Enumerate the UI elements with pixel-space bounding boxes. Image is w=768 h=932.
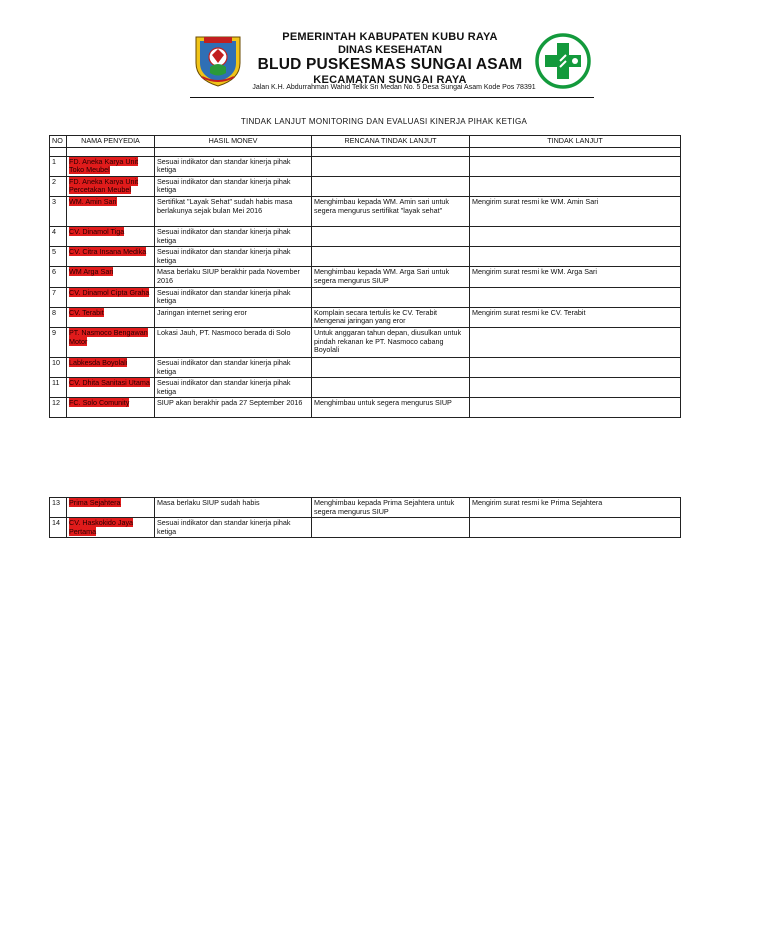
cell-hasil: Sesuai indikator dan standar kinerja pihak ketiga [155, 357, 312, 377]
table-header-row [50, 136, 681, 148]
document-title: TINDAK LANJUT MONITORING DAN EVALUASI KINERJA PIHAK KETIGA [240, 117, 528, 126]
letterhead-department: DINAS KESEHATAN [337, 44, 443, 56]
table-row [50, 247, 681, 267]
cell-nama [67, 357, 155, 377]
cell-hasil: SIUP akan berakhir pada 27 September 2016 [155, 398, 312, 418]
cell-rencana: Menghimbau kepada Prima Sejahtera untuk segera mengurus SIUP [312, 498, 470, 518]
cell-rencana [312, 176, 470, 196]
cell-nama [67, 156, 155, 176]
cell-no: 12 [50, 398, 67, 418]
cell-rencana [312, 357, 470, 377]
table-row [50, 498, 681, 518]
cell-hasil: Sesuai indikator dan standar kinerja pihak ketiga [155, 518, 312, 538]
header-rencana-tindak-lanjut: RENCANA TINDAK LANJUT [312, 136, 470, 148]
cell-no: 1 [50, 156, 67, 176]
vendor-name: FC. Solo Comunity [69, 398, 130, 408]
cell-tindak: Mengirim surat resmi ke WM. Arga Sari [470, 267, 681, 287]
cell-tindak [470, 327, 681, 357]
cell-nama [67, 327, 155, 357]
cell-no: 11 [50, 378, 67, 398]
cell-rencana [312, 518, 470, 538]
cell-hasil: Sesuai indikator dan standar kinerja pihak ketiga [155, 378, 312, 398]
cell-no: 2 [50, 176, 67, 196]
cell-hasil: Masa berlaku SIUP berakhir pada November 2016 [155, 267, 312, 287]
vendor-name: CV. Terabit [69, 307, 104, 317]
cell-nama [67, 267, 155, 287]
kabupaten-emblem-icon [190, 33, 246, 87]
cell-tindak [470, 398, 681, 418]
monitoring-table [49, 135, 681, 418]
cell-tindak [470, 226, 681, 246]
cell-no: 13 [50, 498, 67, 518]
header-nama-penyedia: NAMA PENYEDIA [67, 136, 155, 148]
cell-hasil: Sesuai indikator dan standar kinerja pihak ketiga [155, 247, 312, 267]
cell-nama [67, 196, 155, 226]
cell-tindak: Mengirim surat resmi ke CV. Terabit [470, 307, 681, 327]
letterhead [0, 0, 768, 100]
vendor-name: Labkesda Boyolali [69, 357, 128, 367]
cell-tindak: Mengirim surat resmi ke WM. Amin Sari [470, 196, 681, 226]
monitoring-table-continued [49, 497, 681, 538]
table-row [50, 196, 681, 226]
cell-no: 3 [50, 196, 67, 226]
cell-no: 4 [50, 226, 67, 246]
cell-hasil: Sesuai indikator dan standar kinerja pihak ketiga [155, 156, 312, 176]
cell-rencana: Untuk anggaran tahun depan, diusulkan untuk pindah rekanan ke PT. Nasmoco cabang Boyolali [312, 327, 470, 357]
cell-hasil: Sesuai indikator dan standar kinerja pihak ketiga [155, 176, 312, 196]
cell-nama [67, 378, 155, 398]
table-row [50, 357, 681, 377]
cell-no: 10 [50, 357, 67, 377]
table-row [50, 518, 681, 538]
table-row [50, 327, 681, 357]
header-tindak-lanjut: TINDAK LANJUT [470, 136, 681, 148]
table-row [50, 147, 681, 156]
cell-tindak [470, 378, 681, 398]
vendor-name: CV. Citra Insana Medika [69, 247, 147, 257]
vendor-name: CV. Haskokido Jaya Pertama [69, 518, 134, 536]
table-row [50, 378, 681, 398]
cell-rencana [312, 226, 470, 246]
vendor-name: WM Arga Sari [69, 267, 114, 277]
cell-no: 6 [50, 267, 67, 287]
cell-rencana [312, 247, 470, 267]
table-row [50, 156, 681, 176]
cell-rencana [312, 378, 470, 398]
cell-hasil: Lokasi Jauh, PT. Nasmoco berada di Solo [155, 327, 312, 357]
table-row [50, 176, 681, 196]
cell-tindak [470, 176, 681, 196]
letterhead-divider [190, 97, 594, 98]
cell-nama [67, 498, 155, 518]
cell-nama [67, 307, 155, 327]
header-no: NO [50, 136, 67, 148]
letterhead-institution: BLUD PUSKESMAS SUNGAI ASAM [257, 56, 523, 73]
cell-rencana [312, 156, 470, 176]
cell-no: 8 [50, 307, 67, 327]
table-row [50, 398, 681, 418]
vendor-name: FD. Aneka Karya Unit Toko Meubel [69, 156, 139, 175]
cell-rencana: Menghimbau kepada WM. Arga Sari untuk segera mengurus SIUP [312, 267, 470, 287]
letterhead-government: PEMERINTAH KABUPATEN KUBU RAYA [282, 31, 498, 43]
cell-tindak [470, 247, 681, 267]
table-row [50, 267, 681, 287]
cell-nama [67, 247, 155, 267]
cell-hasil: Jaringan internet sering eror [155, 307, 312, 327]
vendor-name: WM. Amin Sari [69, 196, 117, 206]
cell-tindak [470, 156, 681, 176]
cell-tindak [470, 287, 681, 307]
cell-nama [67, 398, 155, 418]
cell-hasil: Sesuai indikator dan standar kinerja pihak ketiga [155, 287, 312, 307]
green-cross-logo-icon [534, 33, 592, 89]
cell-hasil: Masa berlaku SIUP sudah habis [155, 498, 312, 518]
cell-hasil: Sesuai indikator dan standar kinerja pihak ketiga [155, 226, 312, 246]
vendor-name: CV. Dinamol Tiga [69, 226, 125, 236]
cell-rencana [312, 287, 470, 307]
table-row [50, 226, 681, 246]
table-row [50, 287, 681, 307]
cell-tindak [470, 357, 681, 377]
cell-no: 7 [50, 287, 67, 307]
cell-no: 5 [50, 247, 67, 267]
cell-rencana: Menghimbau untuk segera mengurus SIUP [312, 398, 470, 418]
cell-nama [67, 287, 155, 307]
cell-no: 14 [50, 518, 67, 538]
vendor-name: CV. Dinamol Cipta Graha [69, 287, 150, 297]
cell-tindak [470, 518, 681, 538]
cell-hasil: Sertifikat "Layak Sehat" sudah habis masa berlakunya sejak bulan Mei 2016 [155, 196, 312, 226]
letterhead-address: Jalan K.H. Abdurrahman Wahid Telkk Sri Medan No. 5 Desa Sungai Asam Kode Pos 78391 [252, 84, 536, 91]
header-hasil-monev: HASIL MONEV [155, 136, 312, 148]
cell-tindak: Mengirim surat resmi ke Prima Sejahtera [470, 498, 681, 518]
cell-nama [67, 226, 155, 246]
cell-rencana: Komplain secara tertulis ke CV. Terabit Mengenai jaringan yang eror [312, 307, 470, 327]
cell-nama [67, 518, 155, 538]
vendor-name: FD. Aneka Karya Unit Percetakan Meubel [69, 176, 139, 195]
vendor-name: Prima Sejahtera [69, 498, 121, 507]
vendor-name: PT. Nasmoco Bengawan Motor [69, 327, 148, 346]
cell-no: 9 [50, 327, 67, 357]
cell-rencana: Menghimbau kepada WM. Amin sari untuk segera mengurus sertifikat "layak sehat" [312, 196, 470, 226]
cell-nama [67, 176, 155, 196]
vendor-name: CV. Dhita Sanitasi Utama [69, 378, 150, 388]
letterhead-district: KECAMATAN SUNGAI RAYA [313, 74, 467, 86]
table-row [50, 307, 681, 327]
